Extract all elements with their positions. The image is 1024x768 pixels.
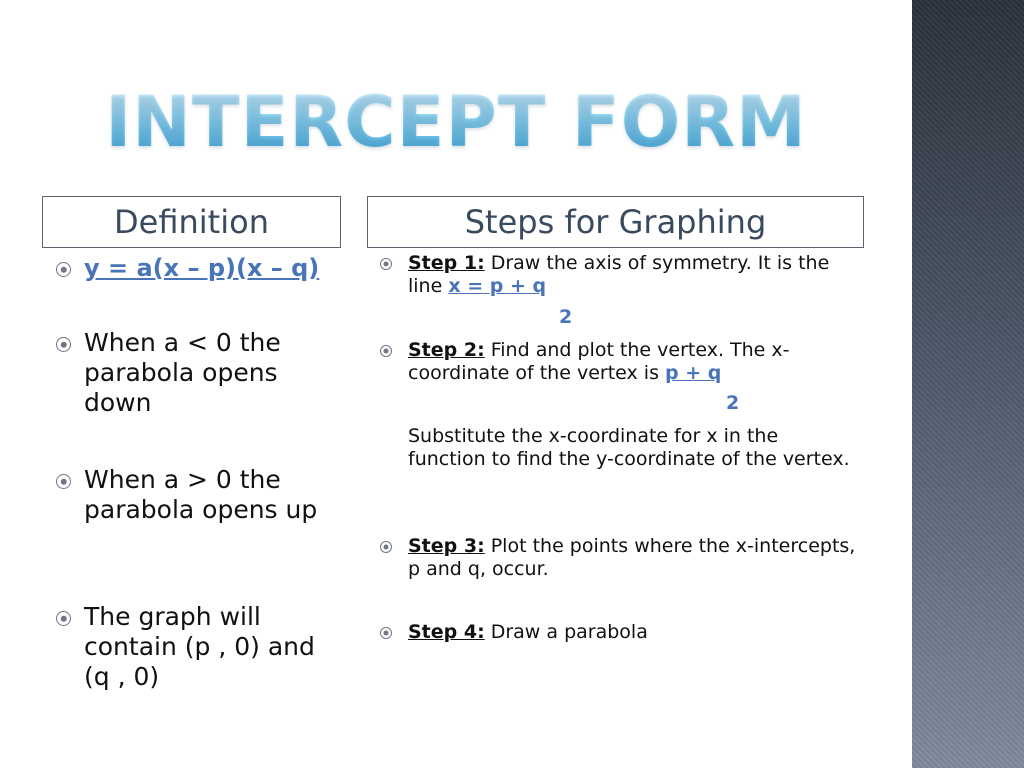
bullet-icon [56,474,71,489]
step-3-text: Plot the points where the x-intercepts, p and q, occur. [408,535,856,580]
step-2-numerator: p + q [665,362,722,384]
bullet-icon [56,611,71,626]
bullet-icon [380,627,392,639]
definition-formula [84,253,324,283]
decorative-side-strip [912,0,1024,768]
step-1-label: Step 1: [408,252,485,274]
step-2-extra: Substitute the x-coordinate for x in the function to find the y-coordinate of the vertex. [408,425,850,470]
definition-bullet-1: When a < 0 the parabola opens down [84,328,281,417]
step-2-text: Find and plot the vertex. The x-coordinate of the vertex is [408,339,790,384]
bullet-icon [380,541,392,553]
definition-bullet-3: The graph will contain (p , 0) and (q , 0) [84,602,315,691]
step-4 [408,621,858,644]
step-2 [408,339,858,385]
step-4-text: Draw a parabola [484,621,648,643]
step-1 [408,252,858,298]
step-1-denominator: 2 [559,306,573,328]
formula-text: y = a(x – p)(x – q) [84,254,320,282]
step-4-label: Step 4: [408,621,485,643]
step-2-denominator: 2 [726,392,740,414]
bullet-icon [56,262,71,277]
bullet-icon [56,337,71,352]
step-2-label: Step 2: [408,339,485,361]
step-3 [408,535,858,581]
step-1-text: Draw the axis of symmetry. It is the line [408,252,830,297]
steps-header: Steps for Graphing [367,196,864,248]
definition-header: Definition [42,196,341,248]
definition-bullet-2: When a > 0 the parabola opens up [84,465,318,524]
bullet-icon [380,345,392,357]
slide-title: INTERCEPT FORM [0,82,912,162]
step-3-label: Step 3: [408,535,485,557]
step-1-numerator: x = p + q [448,275,547,297]
bullet-icon [380,258,392,270]
